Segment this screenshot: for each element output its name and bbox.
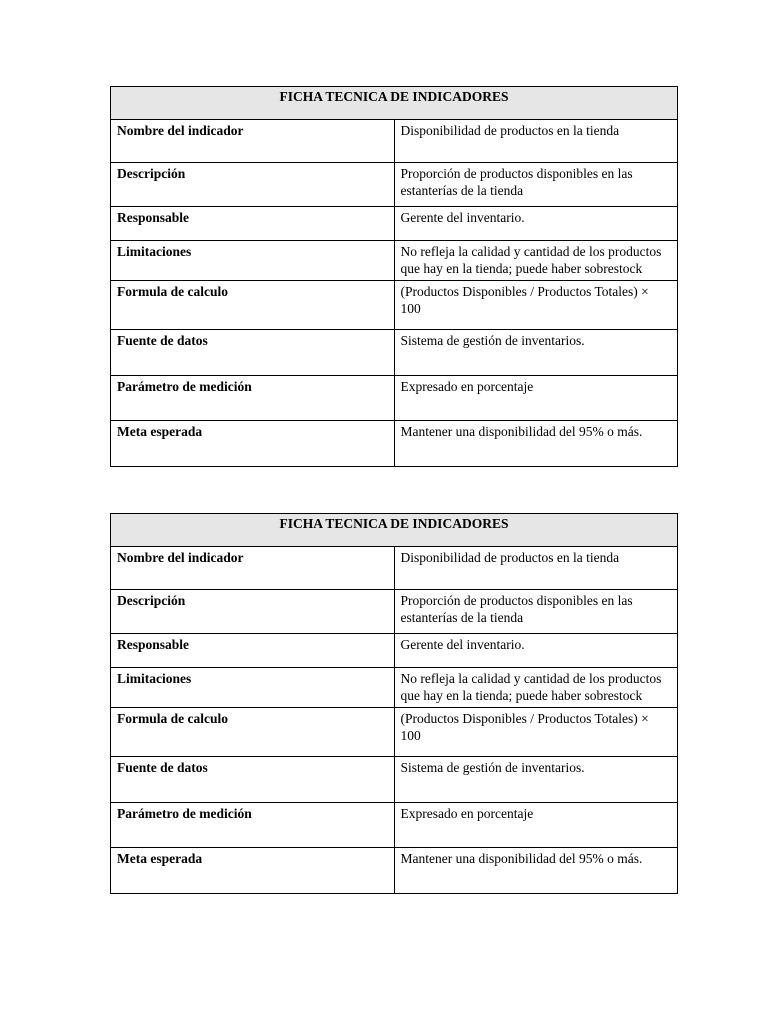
table-title: FICHA TECNICA DE INDICADORES [111, 514, 678, 547]
row-value: Expresado en porcentaje [394, 376, 678, 421]
row-label: Nombre del indicador [111, 547, 395, 590]
row-value: (Productos Disponibles / Productos Totales) × 100 [394, 708, 678, 757]
row-value: No refleja la calidad y cantidad de los productos que hay en la tienda; puede haber sobrestock [394, 668, 678, 708]
row-label: Responsable [111, 207, 395, 241]
table-row [111, 241, 678, 281]
table-row [111, 634, 678, 668]
row-label: Descripción [111, 590, 395, 634]
table-row [111, 757, 678, 803]
table-row [111, 708, 678, 757]
row-label: Parámetro de medición [111, 376, 395, 421]
table-row [111, 668, 678, 708]
row-value: No refleja la calidad y cantidad de los productos que hay en la tienda; puede haber sobrestock [394, 241, 678, 281]
row-value: Gerente del inventario. [394, 634, 678, 668]
row-label: Meta esperada [111, 421, 395, 467]
row-label: Nombre del indicador [111, 120, 395, 163]
table-row [111, 803, 678, 848]
table-row [111, 120, 678, 163]
table-row [111, 207, 678, 241]
table-row [111, 163, 678, 207]
row-label: Descripción [111, 163, 395, 207]
row-value: Proporción de productos disponibles en las estanterías de la tienda [394, 163, 678, 207]
row-label: Limitaciones [111, 668, 395, 708]
table-row [111, 376, 678, 421]
row-value: Gerente del inventario. [394, 207, 678, 241]
row-value: Disponibilidad de productos en la tienda [394, 547, 678, 590]
table-header-row [111, 87, 678, 120]
row-label: Fuente de datos [111, 757, 395, 803]
table-row [111, 590, 678, 634]
row-label: Meta esperada [111, 848, 395, 894]
row-label: Formula de calculo [111, 708, 395, 757]
row-label: Parámetro de medición [111, 803, 395, 848]
table-row [111, 848, 678, 894]
row-value: (Productos Disponibles / Productos Totales) × 100 [394, 281, 678, 330]
table-row [111, 281, 678, 330]
table-row [111, 547, 678, 590]
row-value: Expresado en porcentaje [394, 803, 678, 848]
row-label: Fuente de datos [111, 330, 395, 376]
row-label: Limitaciones [111, 241, 395, 281]
table-row [111, 421, 678, 467]
table-title: FICHA TECNICA DE INDICADORES [111, 87, 678, 120]
row-value: Mantener una disponibilidad del 95% o más. [394, 848, 678, 894]
row-value: Sistema de gestión de inventarios. [394, 330, 678, 376]
indicator-sheet-table [110, 513, 678, 894]
row-label: Formula de calculo [111, 281, 395, 330]
row-label: Responsable [111, 634, 395, 668]
row-value: Proporción de productos disponibles en las estanterías de la tienda [394, 590, 678, 634]
row-value: Mantener una disponibilidad del 95% o más. [394, 421, 678, 467]
indicator-sheet-table [110, 86, 678, 467]
table-row [111, 330, 678, 376]
table-header-row [111, 514, 678, 547]
row-value: Sistema de gestión de inventarios. [394, 757, 678, 803]
row-value: Disponibilidad de productos en la tienda [394, 120, 678, 163]
